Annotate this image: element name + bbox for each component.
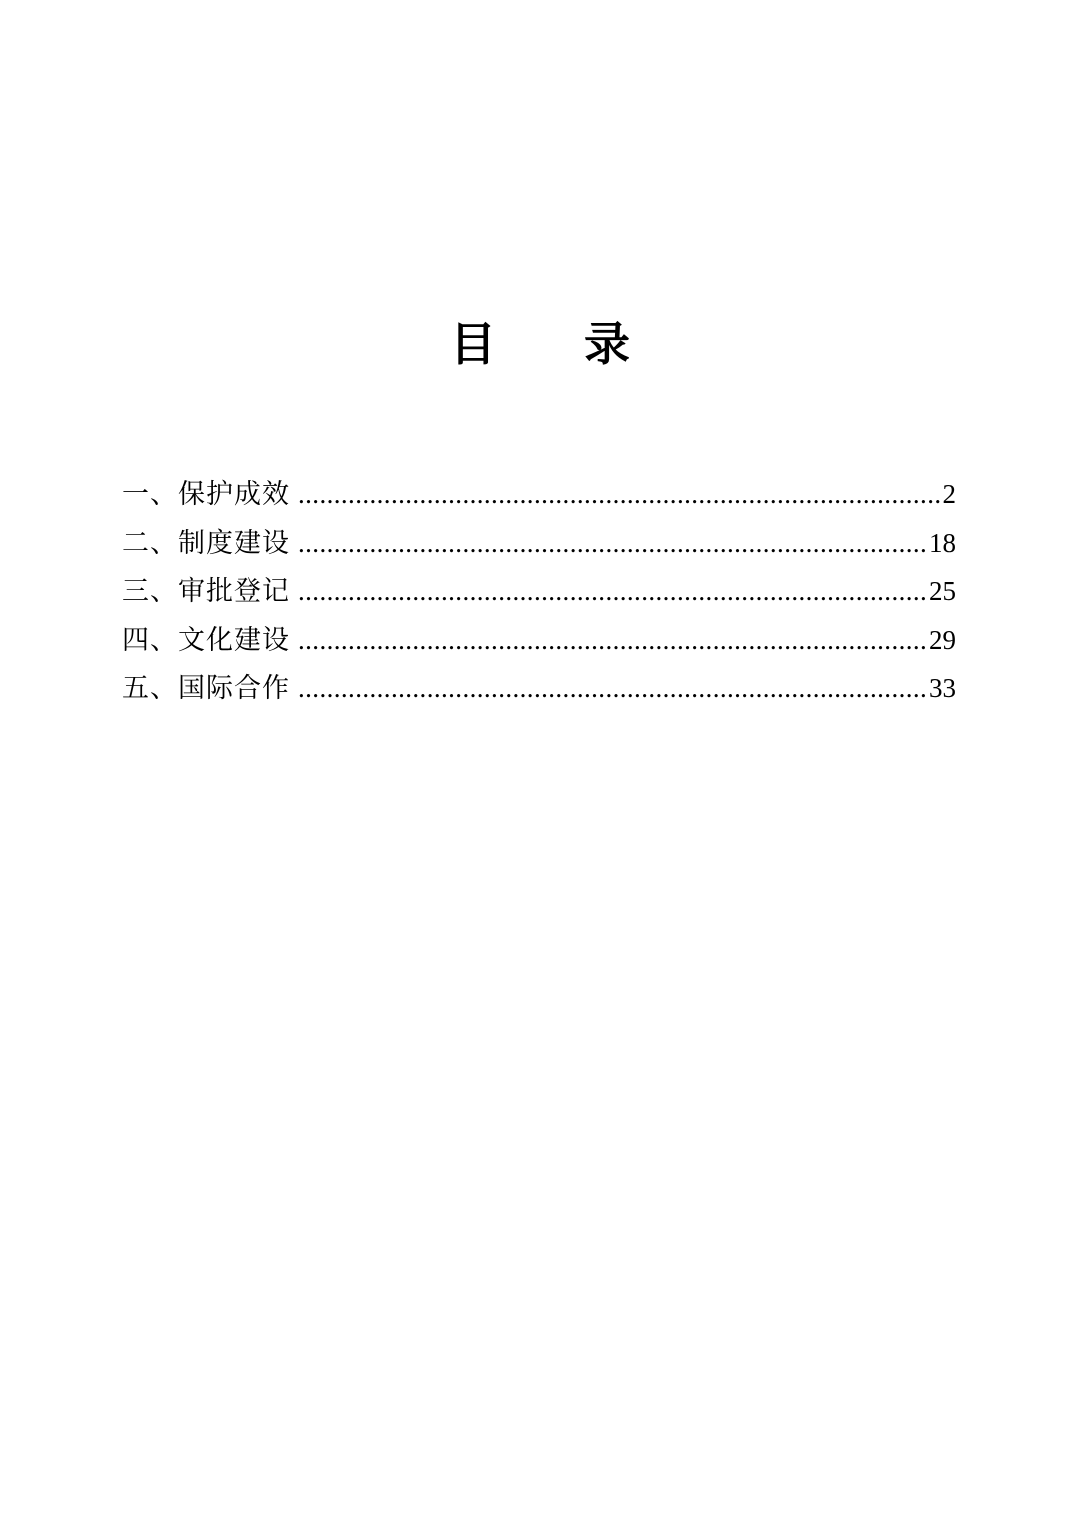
title-char-1: 目 [450,317,496,371]
toc-entry-label: 五、国际合作 [122,673,290,704]
title-char-2: 录 [584,317,630,371]
toc-leader-dots [298,616,927,664]
page-title [0,312,1080,376]
toc-entry-page: 33 [929,673,956,703]
toc-leader-dots [298,567,927,615]
toc-leader-dots [298,470,941,518]
toc-entry[interactable] [122,664,956,713]
toc-entry[interactable] [122,616,956,665]
toc-leader-dots [298,519,927,567]
toc-entry-label: 三、审批登记 [122,576,290,607]
toc-entry[interactable] [122,470,956,519]
toc-entry-page: 25 [929,576,956,606]
toc-entry-label: 二、制度建设 [122,527,290,559]
toc-entry-label: 一、保护成效 [122,479,290,510]
toc-entry-page: 29 [929,624,956,655]
toc-entry[interactable] [122,567,956,616]
toc-entry-page: 18 [929,527,956,558]
toc-entry-label: 四、文化建设 [122,624,290,656]
toc-entry-page: 2 [942,479,956,509]
toc-leader-dots [298,664,927,712]
table-of-contents [122,470,956,713]
toc-entry[interactable] [122,519,956,568]
